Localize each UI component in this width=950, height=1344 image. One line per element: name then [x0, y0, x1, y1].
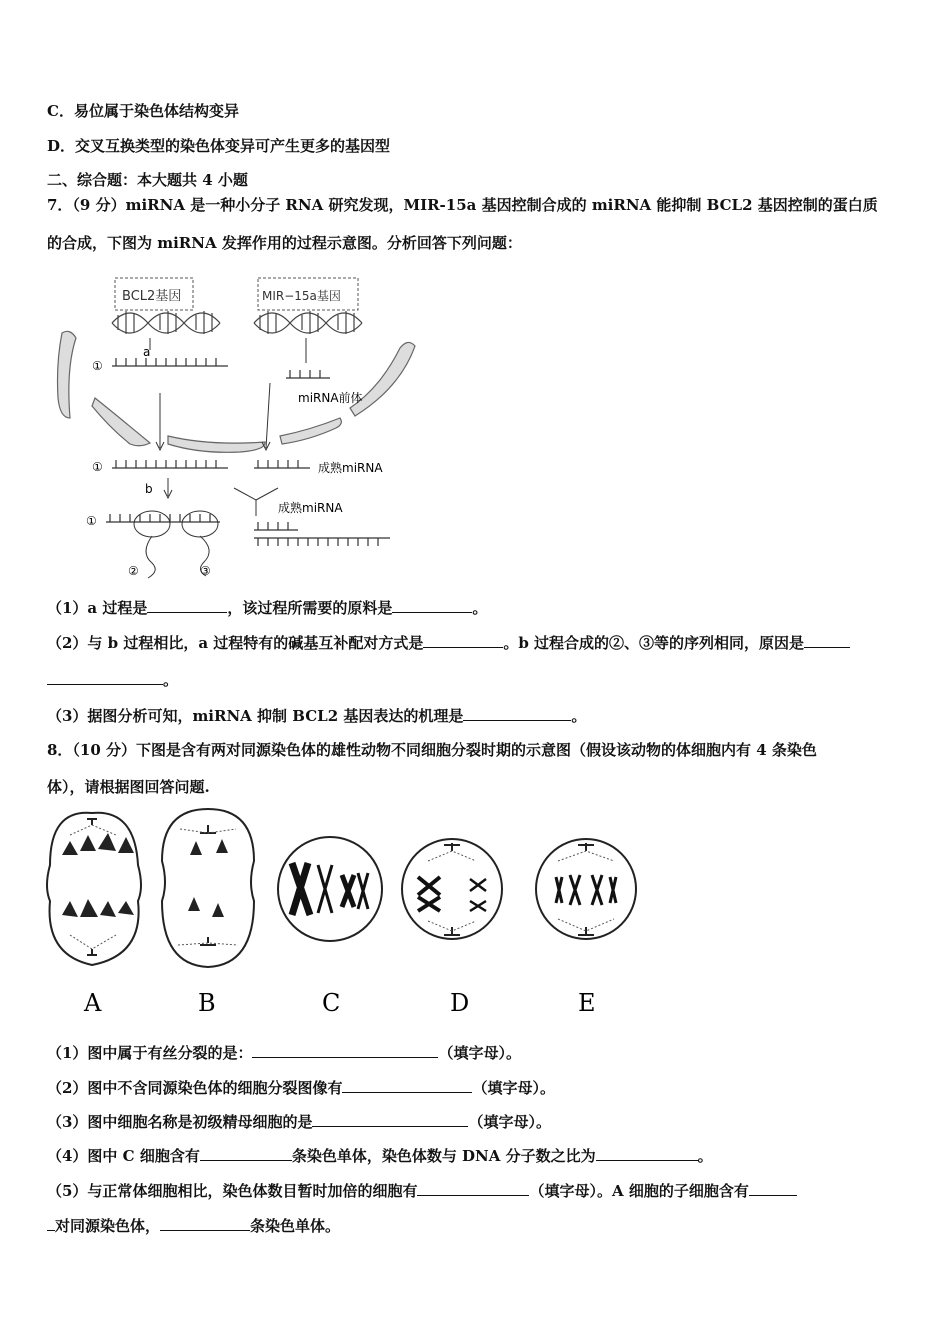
q7-sub3 [47, 706, 586, 726]
answer-blank[interactable] [342, 1078, 472, 1093]
q7-sub2-cont [47, 670, 178, 690]
precursor-label: miRNA前体 [298, 391, 363, 405]
option-d: D．交叉互换类型的染色体变异可产生更多的基因型 [47, 137, 391, 155]
dna-helix-right [254, 311, 362, 334]
cell-d [402, 839, 502, 939]
q8-sub3-text-a: （3）图中细胞名称是初级精母细胞的是 [47, 1113, 313, 1131]
mature-mirna-label-1: 成熟miRNA [318, 461, 383, 475]
q7-stem-line1: 7．（9 分）miRNA 是一种小分子 RNA 研究发现，MIR-15a 基因控制合成的 miRNA 能抑制 BCL2 基因控制的蛋白质 [47, 196, 878, 214]
q7-sub2-text-c: 。 [163, 671, 179, 689]
section-title: 二、综合题：本大题共 4 小题 [47, 171, 248, 189]
q8-sub3-text-b: （填字母）。 [468, 1113, 551, 1131]
q8-sub1-text-b: （填字母）。 [438, 1044, 521, 1062]
arrow-export-right [262, 383, 270, 450]
arrow-export-left [156, 393, 164, 450]
cell-a [47, 813, 141, 965]
answer-blank[interactable] [160, 1216, 250, 1231]
q7-sub1 [47, 598, 487, 618]
cell-label-e: E [578, 989, 596, 1017]
q7-sub3-text-a: （3）据图分析可知，miRNA 抑制 BCL2 基因表达的机理是 [47, 707, 464, 725]
answer-blank[interactable] [392, 598, 472, 613]
cell-label-d: D [450, 989, 470, 1017]
answer-blank[interactable] [749, 1181, 797, 1196]
arrow-b [164, 478, 172, 498]
bcl2-gene-label: BCL2基因 [122, 289, 182, 304]
bcl2-mrna-bound [254, 538, 390, 546]
answer-blank[interactable] [804, 633, 850, 648]
mature-mirna-strand-2 [254, 522, 298, 530]
answer-blank[interactable] [596, 1146, 698, 1161]
q8-sub5-cont [47, 1216, 340, 1236]
mrna-strand-1 [112, 358, 228, 366]
q7-sub2-text-b: 。b 过程合成的②、③等的序列相同，原因是 [503, 634, 805, 652]
mirna-process-diagram [40, 268, 440, 586]
precursor-strand [286, 370, 330, 378]
q8-sub1-text-a: （1）图中属于有丝分裂的是： [47, 1044, 253, 1062]
q7-sub1-text-c: 。 [472, 599, 488, 617]
option-c: C．易位属于染色体结构变异 [47, 102, 239, 120]
cell-c [278, 837, 382, 941]
circle-3: ③ [200, 564, 211, 578]
q7-sub3-text-b: 。 [571, 707, 587, 725]
q8-stem-line1: 8．（10 分）下图是含有两对同源染色体的雄性动物不同细胞分裂时期的示意图（假设该动物的体细胞内有 4 条染色 [47, 741, 817, 759]
q8-sub2 [47, 1078, 555, 1098]
q7-sub2 [47, 633, 850, 653]
mature-mirna-strand-1 [254, 460, 310, 468]
q8-sub4-text-b: 条染色单体，染色体数与 DNA 分子数之比为 [291, 1147, 596, 1165]
circle-1-top: ① [92, 359, 103, 373]
circle-2: ② [128, 564, 139, 578]
answer-blank[interactable] [200, 1146, 292, 1161]
mrna-strand-3 [106, 514, 220, 522]
q8-sub1 [47, 1043, 521, 1063]
answer-blank[interactable] [147, 598, 227, 613]
q8-sub4-text-c: 。 [697, 1147, 713, 1165]
q7-sub2-text-a: （2）与 b 过程相比，a 过程特有的碱基互补配对方式是 [47, 634, 424, 652]
circle-1-bottom: ① [86, 514, 97, 528]
q8-sub5-text-c: 对同源染色体， [55, 1217, 161, 1235]
polypeptide-2 [146, 536, 155, 578]
circle-1-mid: ① [92, 460, 103, 474]
answer-blank[interactable] [417, 1181, 529, 1196]
q8-sub5 [47, 1181, 797, 1201]
process-a-label: a [143, 345, 151, 359]
q8-sub4-text-a: （4）图中 C 细胞含有 [47, 1147, 200, 1165]
cell-division-figure [40, 805, 650, 1020]
q8-sub5-text-d: 条染色单体。 [250, 1217, 341, 1235]
ribosome-1 [134, 511, 170, 537]
cell-label-c: C [322, 989, 341, 1017]
answer-blank[interactable] [47, 1216, 55, 1231]
answer-blank[interactable] [252, 1043, 438, 1058]
q7-stem-line2: 的合成，下图为 miRNA 发挥作用的过程示意图。分析回答下列问题： [47, 234, 522, 252]
mature-mirna-label-2: 成熟miRNA [278, 501, 343, 515]
q8-sub2-text-a: （2）图中不含同源染色体的细胞分裂图像有 [47, 1079, 343, 1097]
mrna-strand-2 [112, 460, 228, 468]
q8-sub5-text-a: （5）与正常体细胞相比，染色体数目暂时加倍的细胞有 [47, 1182, 418, 1200]
q8-sub3 [47, 1112, 551, 1132]
cell-e [536, 839, 636, 939]
arrow-mirna-bind [234, 488, 278, 516]
cell-label-a: A [84, 989, 102, 1017]
q8-sub2-text-b: （填字母）。 [472, 1079, 555, 1097]
answer-blank[interactable] [312, 1112, 468, 1127]
cell-b [162, 809, 254, 967]
answer-blank[interactable] [423, 633, 503, 648]
answer-blank[interactable] [47, 670, 163, 685]
mir-gene-label: MIR−15a基因 [262, 289, 341, 303]
cell-label-b: B [198, 989, 216, 1017]
q8-sub4 [47, 1146, 713, 1166]
q8-sub5-text-b: （填字母）。A 细胞的子细胞含有 [529, 1182, 749, 1200]
process-b-label: b [145, 482, 153, 496]
q8-stem-line2: 体），请根据图回答问题. [47, 778, 210, 796]
answer-blank[interactable] [463, 706, 571, 721]
q7-sub1-text-a: （1）a 过程是 [47, 599, 148, 617]
q7-sub1-text-b: ，该过程所需要的原料是 [227, 599, 393, 617]
dna-helix-left [112, 311, 220, 334]
